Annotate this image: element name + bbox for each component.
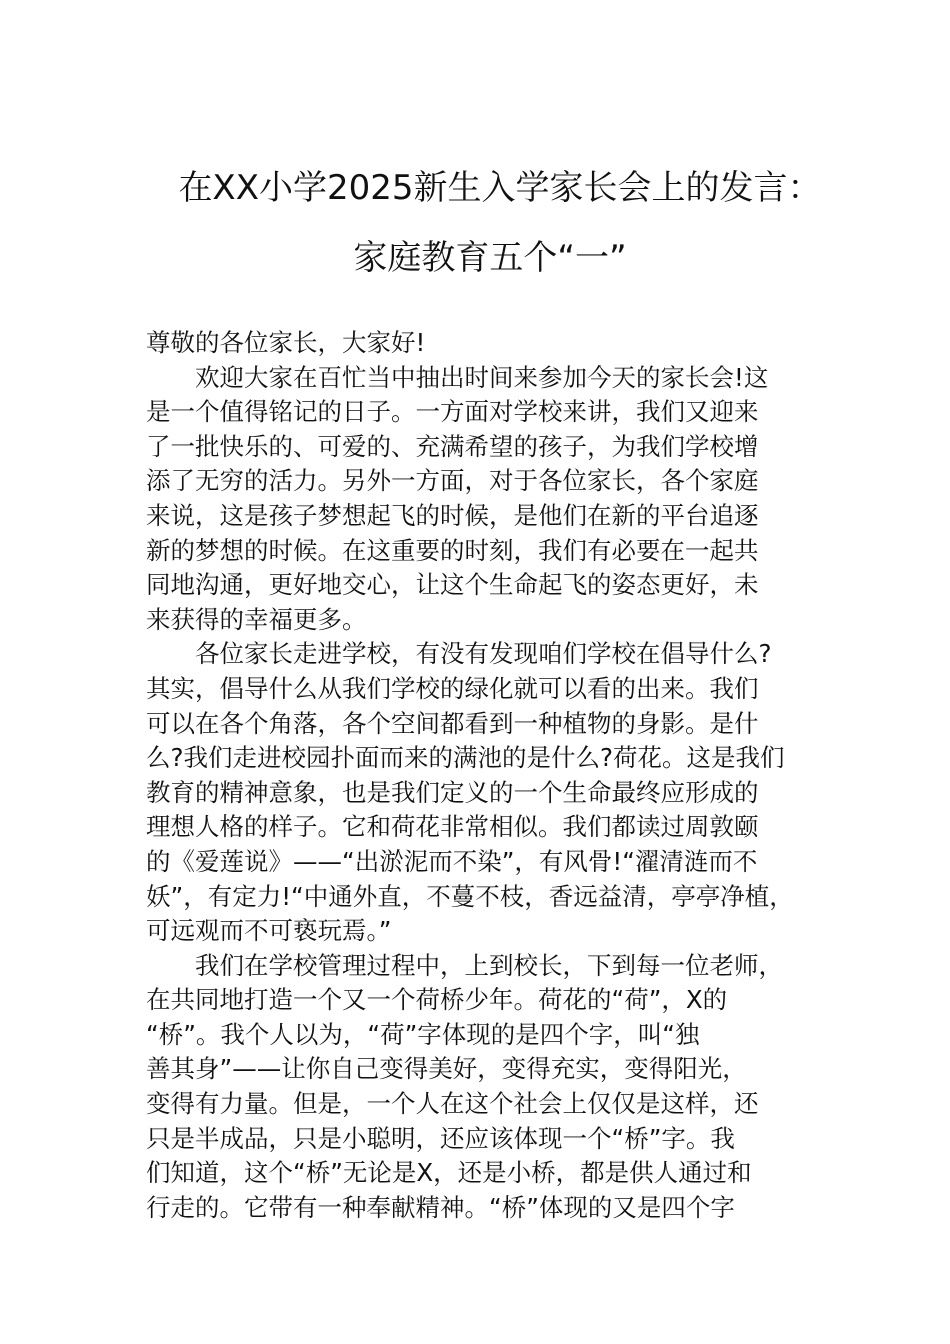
text-line: 变得有力量。但是，一个人在这个社会上仅仅是这样，还 [146,1089,759,1119]
text-line: “桥”。我个人以为，“荷”字体现的是四个字，叫“独 [146,1019,700,1049]
speech-body [146,326,836,1225]
text-line: 的《爱莲说》——“出淤泥而不染”，有风骨!“濯清涟而不 [146,846,758,876]
text-line: 来获得的幸福更多。 [146,604,367,634]
title-line-1: 在XX小学2025新生入学家长会上的发言： [178,168,822,208]
text-line: 妖”，有定力!“中通外直，不蔓不枝，香远益清，亭亭净植， [146,881,794,911]
text-line: 新的梦想的时候。在这重要的时刻，我们有必要在一起共 [146,535,759,565]
text-line: 了一批快乐的、可爱的、充满希望的孩子，为我们学校增 [146,431,759,461]
text-line: 教育的精神意象，也是我们定义的一个生命最终应形成的 [146,777,759,807]
text-line: 尊敬的各位家长，大家好! [146,328,426,357]
text-line: 同地沟通，更好地交心，让这个生命起飞的姿态更好，未 [146,570,759,600]
text-line: 各位家长走进学校，有没有发现咱们学校在倡导什么? [195,639,772,669]
text-line: 们知道，这个“桥”无论是X，还是小桥，都是供人通过和 [146,1158,752,1188]
text-line: 可远观而不可亵玩焉。” [146,916,392,946]
text-line: 行走的。它带有一种奉献精神。“桥”体现的又是四个字 [146,1192,735,1222]
text-line: 来说，这是孩子梦想起飞的时候，是他们在新的平台追逐 [146,500,759,530]
text-line: 欢迎大家在百忙当中抽出时间来参加今天的家长会!这 [195,362,769,392]
text-line: 理想人格的样子。它和荷花非常相似。我们都读过周敦颐 [146,812,759,842]
text-line: 么?我们走进校园扑面而来的满池的是什么?荷花。这是我们 [146,743,785,773]
text-line: 在共同地打造一个又一个荷桥少年。荷花的“荷”，X的 [146,985,728,1015]
text-line: 是一个值得铭记的日子。一方面对学校来讲，我们又迎来 [146,397,759,427]
text-line: 添了无穷的活力。另外一方面，对于各位家长，各个家庭 [146,466,759,496]
text-line: 只是半成品，只是小聪明，还应该体现一个“桥”字。我 [146,1123,735,1153]
text-line: 其实，倡导什么从我们学校的绿化就可以看的出来。我们 [146,673,759,703]
text-line: 可以在各个角落，各个空间都看到一种植物的身影。是什 [146,708,759,738]
text-line: 我们在学校管理过程中，上到校长，下到每一位老师， [195,950,783,980]
text-line: 善其身”——让你自己变得美好，变得充实，变得阳光， [146,1054,747,1084]
title-line-2: 家庭教育五个“一” [353,238,627,278]
